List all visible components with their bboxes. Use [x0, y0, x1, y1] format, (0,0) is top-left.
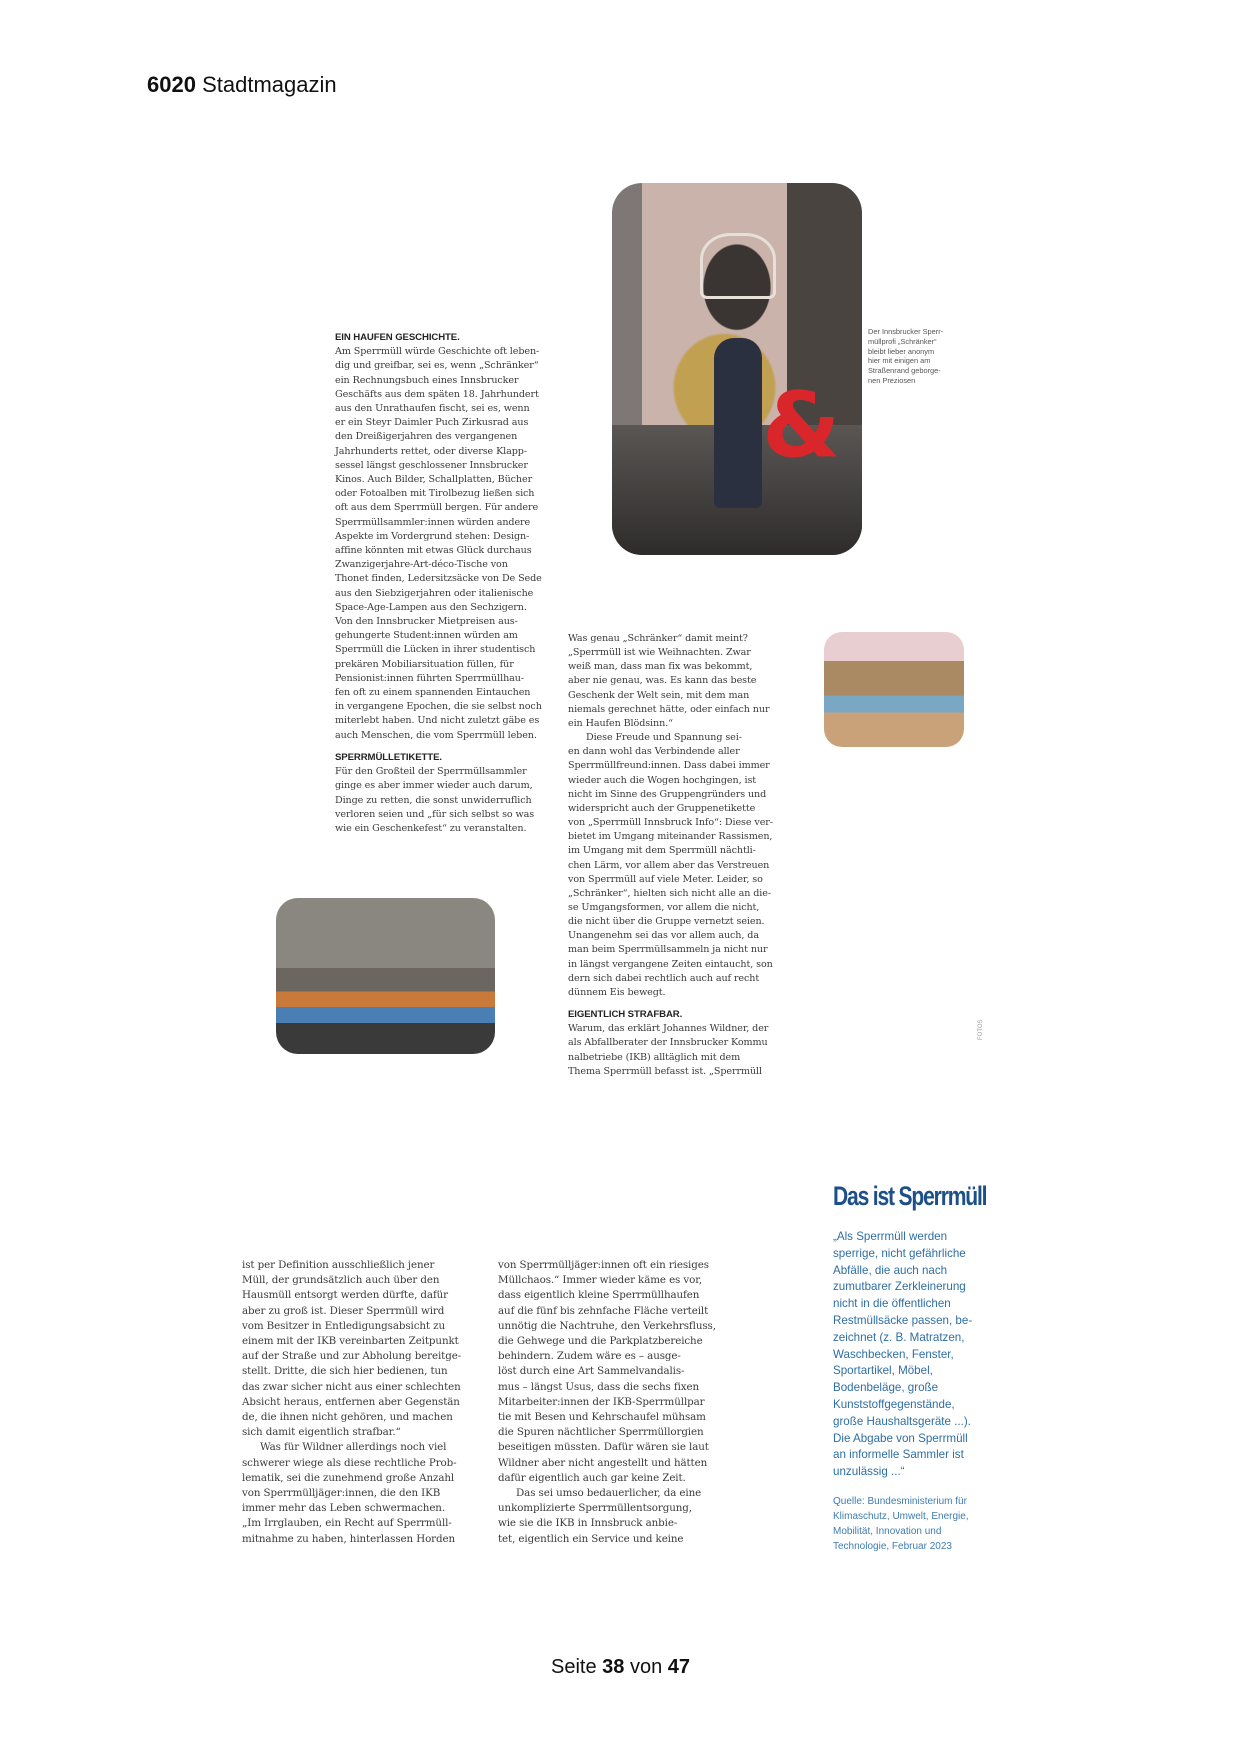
quote-line: „Als Sperrmüll werden: [833, 1230, 948, 1243]
text-line: Sperrmüllfreund:innen. Dass dabei immer: [568, 760, 770, 772]
text-line: Warum, das erklärt Johannes Wildner, der: [568, 1023, 769, 1035]
text-line: als Abfallberater der Innsbrucker Kommu: [568, 1037, 768, 1049]
text-line: dafür eigentlich auch gar keine Zeit.: [498, 1471, 686, 1484]
photo-person: [714, 338, 762, 508]
photo-schraenker-on-chair: [612, 183, 862, 555]
text-line: auf der Straße und zur Abholung bereitge-: [242, 1350, 462, 1363]
text-line: Kinos. Auch Bilder, Schallplatten, Bücher: [335, 474, 533, 486]
photo-caption: [868, 327, 943, 386]
text-line: vom Besitzer in Entledigungsabsicht zu: [242, 1319, 446, 1332]
photo-street-waste: [276, 898, 495, 1054]
text-line: Sperrmüllsammler:innen würden andere: [335, 516, 531, 528]
text-line: „Schränker“, hielten sich nicht alle an die-: [568, 887, 771, 899]
page-number: [0, 1656, 1241, 1679]
text-line: ist per Definition ausschließlich jener: [242, 1259, 435, 1271]
text-line: Von den Innsbrucker Mietpreisen aus-: [335, 616, 518, 628]
quote-line: zumutbarer Zerkleinerung: [833, 1280, 966, 1294]
text-line: Was für Wildner allerdings noch viel: [260, 1441, 447, 1454]
text-line: dünnem Eis bewegt.: [568, 986, 666, 998]
text-line: Geschäfts aus dem späten 18. Jahrhundert: [335, 388, 539, 400]
quote-line: zeichnet (z. B. Matratzen,: [833, 1330, 965, 1344]
caption-line: müllprofi „Schränker“: [868, 336, 937, 346]
total-pages: 47: [667, 1656, 691, 1678]
quote-line: Restmüllsäcke passen, be-: [833, 1313, 973, 1327]
quote-line: nicht in die öffentlichen: [833, 1297, 951, 1311]
text-line: prekären Mobiliarsituation füllen, für: [335, 658, 514, 670]
text-line: ein Haufen Blödsinn.“: [568, 717, 673, 729]
current-page: 38: [602, 1656, 625, 1678]
section-heading: EIGENTLICH STRAFBAR.: [568, 1009, 683, 1021]
text-line: Aspekte im Vordergrund stehen: Design-: [335, 530, 530, 542]
text-line: immer mehr das Leben schwermachen.: [242, 1502, 446, 1515]
text-line: Hausmüll entsorgt werden dürfte, dafür: [242, 1289, 449, 1302]
photo-credit: FOTOS: [978, 1019, 984, 1040]
caption-line: Straßenrand geborge-: [868, 366, 941, 376]
quote-line: Waschbecken, Fenster,: [833, 1347, 954, 1361]
text-line: nalbetriebe (IKB) alltäglich mit dem: [568, 1051, 741, 1063]
article-column-4: [498, 1258, 716, 1547]
text-line: dass eigentlich kleine Sperrmüllhaufen: [498, 1289, 700, 1302]
brand-name: Stadtmagazin: [202, 72, 337, 97]
info-box-source: [833, 1494, 969, 1554]
text-line: die nicht über die Gruppe vernetzt seien.: [568, 916, 765, 928]
text-line: Diese Freude und Spannung sei-: [586, 732, 742, 744]
text-line: das zwar sicher nicht aus einer schlechten: [242, 1380, 461, 1393]
text-line: sich damit eigentlich strafbar.“: [242, 1426, 401, 1439]
graffiti-skull: [700, 233, 776, 299]
text-line: von Sperrmüll auf viele Meter. Leider, so: [568, 873, 763, 885]
text-line: stellt. Dritte, die sich hier bedienen, tun: [242, 1365, 448, 1378]
page-label: Seite: [550, 1656, 597, 1678]
text-line: er ein Steyr Daimler Puch Zirkusrad aus: [335, 417, 529, 429]
text-line: verloren seien und „für sich selbst so was: [335, 808, 535, 820]
text-line: aus den Siebzigerjahren oder italienische: [335, 587, 534, 599]
text-line: Das sei umso bedauerlicher, da eine: [516, 1487, 702, 1500]
text-line: wieder auch die Wogen hochgingen, ist: [568, 774, 757, 786]
text-line: in längst vergangene Zeiten eintaucht, son: [568, 958, 773, 970]
quote-line: an informelle Sammler ist: [833, 1448, 964, 1462]
caption-line: Der Innsbrucker Sperr-: [868, 327, 944, 336]
text-line: se Umgangsformen, vor allem die nicht,: [568, 901, 760, 913]
text-line: die Spuren nächtlicher Sperrmüllorgien: [498, 1426, 704, 1439]
text-line: fen oft zu einem spannenden Eintauchen: [335, 687, 531, 699]
article-column-2: [568, 632, 773, 1079]
text-line: en dann wohl das Verbindende aller: [568, 746, 740, 758]
text-line: beseitigen müssten. Dafür wären sie laut: [498, 1441, 709, 1454]
quote-line: unzulässig ...“: [833, 1465, 905, 1479]
text-line: löst durch eine Art Sammelvandalis-: [498, 1365, 685, 1378]
text-line: Was genau „Schränker“ damit meint?: [568, 633, 748, 644]
source-line: Klimaschutz, Umwelt, Energie,: [833, 1511, 969, 1522]
text-line: „Im Irrglauben, ein Recht auf Sperrmüll-: [242, 1517, 452, 1530]
text-line: den Dreißigerjahren des vergangenen: [335, 431, 518, 443]
text-line: ginge es aber immer wieder auch darum,: [335, 780, 533, 792]
text-line: widerspricht auch der Gruppenetikette: [568, 802, 756, 814]
text-line: von Sperrmülljäger:innen, die den IKB: [242, 1487, 441, 1500]
section-heading: EIN HAUFEN GESCHICHTE.: [335, 332, 460, 343]
text-line: Thonet finden, Ledersitzsäcke von De Sede: [335, 573, 542, 585]
text-line: man beim Sperrmüllsammeln ja nicht nur: [568, 944, 768, 956]
text-line: in vergangene Epochen, die sie selbst noch: [335, 701, 542, 713]
text-line: Sperrmüll die Lücken in ihrer studentisch: [335, 644, 536, 656]
text-line: Mitarbeiter:innen der IKB-Sperrmüllpar: [498, 1395, 705, 1408]
caption-line: nen Preziosen: [868, 375, 916, 385]
section-gap: [335, 743, 542, 751]
article-column-3: [242, 1258, 461, 1547]
text-line: Müllchaos.“ Immer wieder käme es vor,: [498, 1274, 703, 1287]
text-line: einem mit der IKB vereinbarten Zeitpunkt: [242, 1335, 459, 1348]
text-line: sessel längst geschlossener Innsbrucker: [335, 459, 528, 471]
text-line: Space-Age-Lampen aus den Sechzigern.: [335, 601, 527, 613]
text-line: oder Fotoalben mit Tirolbezug ließen sich: [335, 488, 535, 500]
source-line: Mobilität, Innovation und: [833, 1526, 942, 1537]
text-line: Absicht heraus, entfernen aber Gegenstän: [242, 1395, 460, 1408]
text-line: mus – längst Usus, dass die sechs fixen: [498, 1380, 700, 1393]
text-line: Wildner aber nicht angestellt und hätten: [498, 1456, 708, 1469]
text-line: von „Sperrmüll Innsbruck Info“: Diese ver-: [568, 817, 773, 829]
text-line: unkomplizierte Sperrmüllentsorgung,: [498, 1502, 692, 1515]
section-heading: SPERRMÜLLETIKETTE.: [335, 751, 442, 763]
page-of-label: von: [629, 1656, 663, 1678]
text-line: Unangenehm sei das vor allem auch, da: [568, 930, 759, 942]
text-line: Am Sperrmüll würde Geschichte oft leben-: [335, 346, 540, 358]
text-line: von Sperrmülljäger:innen oft ein riesiges: [498, 1259, 709, 1271]
caption-line: bleibt lieber anonym: [868, 346, 935, 356]
text-line: Pensionist:innen führten Sperrmüllhau-: [335, 672, 524, 684]
quote-line: Sportartikel, Möbel,: [833, 1364, 933, 1378]
ampersand-sign: &: [762, 373, 841, 478]
text-line: gehungerte Student:innen würden am: [335, 630, 518, 642]
info-box-quote: [833, 1229, 972, 1481]
text-line: tie mit Besen und Kehrschaufel mühsam: [498, 1411, 706, 1424]
text-line: Für den Großteil der Sperrmüllsammler: [335, 766, 527, 778]
text-line: aber nie genau, was. Es kann das beste: [568, 675, 757, 687]
text-line: lematik, sei die zunehmend große Anzahl: [242, 1471, 455, 1484]
quote-line: Abfälle, die auch nach: [833, 1263, 948, 1277]
text-line: unnötig die Nachtruhe, den Verkehrsfluss,: [498, 1319, 716, 1332]
info-box-title: Das ist Sperrmüll: [833, 1181, 987, 1211]
text-line: bietet im Umgang miteinander Rassismen,: [568, 831, 773, 843]
text-line: aus den Unrathaufen fischt, sei es, wenn: [335, 403, 530, 415]
text-line: miterlebt haben. Und nicht zuletzt gäbe es: [335, 715, 540, 727]
text-line: wie sie die IKB in Innsbruck anbie-: [498, 1517, 678, 1530]
text-line: im Umgang mit dem Sperrmüll nächtli-: [568, 845, 756, 857]
text-line: tet, eigentlich ein Service und keine: [498, 1532, 684, 1545]
quote-line: große Haushaltsgeräte ...).: [833, 1414, 971, 1428]
text-line: weiß man, dass man fix was bekommt,: [568, 661, 753, 673]
text-line: aber zu groß ist. Dieser Sperrmüll wird: [242, 1304, 445, 1317]
text-line: schwerer wiege als diese rechtliche Prob-: [242, 1456, 457, 1469]
text-line: dig und greifbar, sei es, wenn „Schränker“: [335, 360, 539, 372]
text-line: oft aus dem Sperrmüll bergen. Für andere: [335, 502, 539, 514]
photo-bulky-waste-pile: [824, 632, 964, 747]
text-line: dern sich dabei rechtlich auch auf recht: [568, 972, 760, 984]
text-line: Thema Sperrmüll befasst ist. „Sperrmüll: [568, 1065, 762, 1077]
text-line: Müll, der grundsätzlich auch über den: [242, 1274, 440, 1287]
magazine-header: [147, 72, 337, 98]
text-line: de, die ihnen nicht gehören, und machen: [242, 1411, 453, 1424]
source-line: Technologie, Februar 2023: [833, 1541, 952, 1552]
quote-line: Kunststoffgegenstände,: [833, 1397, 955, 1411]
text-line: Dinge zu retten, die sonst unwiderruflich: [335, 794, 532, 806]
quote-line: Die Abgabe von Sperrmüll: [833, 1431, 968, 1445]
source-line: Quelle: Bundesministerium für: [833, 1496, 967, 1507]
brand-number: 6020: [147, 72, 196, 97]
text-line: ein Rechnungsbuch eines Innsbrucker: [335, 374, 519, 386]
text-line: affine könnten mit etwas Glück durchaus: [335, 545, 532, 557]
text-line: chen Lärm, vor allem aber das Verstreuen: [568, 859, 770, 871]
text-line: auch Menschen, die vom Sperrmüll leben.: [335, 729, 537, 741]
section-gap: [568, 1000, 773, 1008]
text-line: „Sperrmüll ist wie Weihnachten. Zwar: [568, 647, 751, 659]
caption-line: hier mit einigen am: [868, 356, 931, 366]
text-line: wie ein Geschenkefest“ zu veranstalten.: [335, 822, 527, 834]
text-line: nicht im Sinne des Gruppengründers und: [568, 788, 767, 800]
text-line: Jahrhunderts rettet, oder diverse Klapp-: [335, 445, 527, 457]
quote-line: Bodenbeläge, große: [833, 1381, 939, 1395]
article-column-1: [335, 331, 542, 836]
text-line: niemals gerechnet hätte, oder einfach nur: [568, 703, 770, 715]
text-line: Geschenk der Welt sein, mit dem man: [568, 689, 750, 701]
text-line: behindern. Zudem wäre es – ausge-: [498, 1350, 681, 1363]
text-line: mitnahme zu haben, hinterlassen Horden: [242, 1532, 456, 1545]
quote-line: sperrige, nicht gefährliche: [833, 1246, 966, 1260]
text-line: auf die fünf bis zehnfache Fläche verteilt: [498, 1304, 709, 1317]
text-line: Zwanzigerjahre-Art-déco-Tische von: [335, 559, 508, 571]
text-line: die Gehwege und die Parkplatzbereiche: [498, 1335, 703, 1348]
